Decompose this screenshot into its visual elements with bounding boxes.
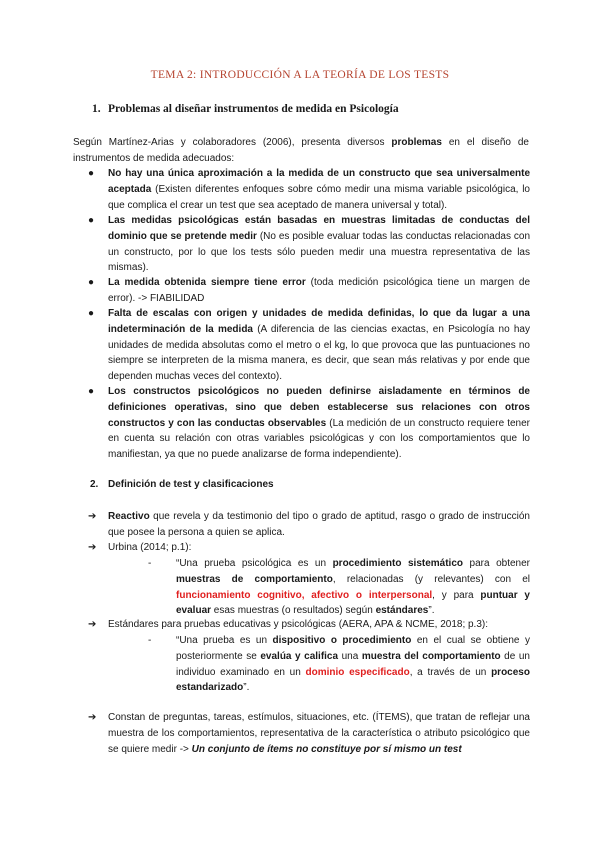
quote-text: en el cual se obtiene y posteriormente se xyxy=(176,635,530,662)
arrow-item-constan xyxy=(90,710,530,757)
arrow-icon: ➔ xyxy=(88,542,97,553)
bullet-dot-icon: ● xyxy=(88,308,95,319)
quote-text: de un individuo examinado en un xyxy=(176,650,530,678)
section-1-title: Problemas al diseñar instrumentos de medida en Psicología xyxy=(108,103,399,115)
quote-highlight-red: dominio especificado xyxy=(305,666,410,678)
bullet-bold-text: La medida obtenida siempre tiene error xyxy=(108,277,306,288)
quote-bold: dispositivo o procedimiento xyxy=(272,635,412,646)
quote-text: ”. xyxy=(428,605,435,617)
bullet-dot-icon: ● xyxy=(88,386,95,397)
intro-text-a: Según Martínez-Arias y colaboradores (2006), presenta diversos xyxy=(73,137,392,148)
intro-text-bold: problemas xyxy=(391,137,442,148)
quote-text: “Una prueba es un xyxy=(176,635,273,646)
estandares-label: Estándares para pruebas educativas y psicológicas (AERA, APA & NCME, 2018; p.3): xyxy=(108,619,489,630)
bullet-dot-icon: ● xyxy=(88,277,95,288)
arrow-icon: ➔ xyxy=(88,619,97,630)
quote-text: una xyxy=(338,650,362,662)
bullet-bold-text: Las medidas psicológicas están basadas en muestras limitadas de conductas del dominio que se pretende medir xyxy=(108,215,530,242)
bullet-rest-text: (No es posible evaluar todas las conductas relacionadas con un constructo, por lo que los tests sólo pueden medir una muestra representativa de las mismas). xyxy=(108,230,531,274)
quote-text: “Una prueba psicológica es un xyxy=(176,558,333,569)
quote-bold: muestras de comportamiento xyxy=(176,573,333,585)
quote-text: esas muestras (o resultados) según xyxy=(211,605,376,617)
section-2-heading xyxy=(90,479,274,490)
quote-text: para obtener xyxy=(463,558,530,569)
intro-paragraph xyxy=(73,135,529,167)
quote-bold: estándares xyxy=(375,605,429,617)
quote-bold: puntuar y evaluar xyxy=(176,589,530,617)
quote-bold: procedimiento sistemático xyxy=(332,558,464,569)
section-2-number: 2. xyxy=(90,479,99,490)
bullet-rest-text: (La medición de un constructo requiere tener en cuenta su relación con otras variables psicológicas y con los comportamientos que lo manifiestan, ya que no puede analizarse de forma independiente). xyxy=(108,417,530,461)
dash-icon: - xyxy=(148,635,152,646)
reactivo-rest-text: que revela y da testimonio del tipo o grado de aptitud, rasgo o grado de instrucción que posee la persona a quien se aplica. xyxy=(108,511,530,538)
bullet-rest-text: (A diferencia de las ciencias exactas, en Psicología no hay unidades de medida absolutas como el metro o el kg, lo que provoca que las puntuaciones no siempre se interpreten de la misma manera, es decir, que sean más relativas y por ende que dependen muchas veces del contexto). xyxy=(108,323,530,383)
quote-bold: evalúa y califica xyxy=(260,650,339,662)
bullet-rest-text: (toda medición psicológica tiene un margen de error). -> FIABILIDAD xyxy=(108,277,531,304)
page-title: TEMA 2: INTRODUCCIÓN A LA TEORÍA DE LOS TESTS xyxy=(150,69,450,81)
arrow-icon: ➔ xyxy=(88,511,97,522)
bullet-bold-text: Los constructos psicológicos no pueden definirse aisladamente en términos de definiciones operativas, sino que deben establecerse sus relaciones con otros constructos y con las conductas observables xyxy=(108,386,530,429)
bullet-rest-text: (Existen diferentes enfoques sobre cómo medir una misma variable psicológica, lo que complica el crear un test que sea aceptado de manera universal y total). xyxy=(108,183,530,211)
quote-bold: proceso estandarizado xyxy=(176,666,530,694)
quote-highlight-red: funcionamiento cognitivo, afectivo o interpersonal xyxy=(176,589,433,601)
bullet-item xyxy=(90,213,530,276)
section-2-title: Definición de test y clasificaciones xyxy=(108,479,274,490)
arrow-item-reactivo xyxy=(90,509,530,541)
quote-text: , a través de un xyxy=(409,666,492,678)
quote-text: ”. xyxy=(243,682,250,694)
arrow-icon: ➔ xyxy=(88,712,97,723)
quote-text: , y para xyxy=(432,589,481,601)
section-1-heading xyxy=(92,103,399,115)
quote-bold: muestra del comportamiento xyxy=(361,650,501,662)
bullet-dot-icon: ● xyxy=(88,215,95,226)
quote-text: , relacionadas (y relevantes) con el xyxy=(332,573,530,585)
bullet-item xyxy=(90,384,530,463)
bullet-bold-text: No hay una única aproximación a la medida de un constructo que sea universalmente aceptada xyxy=(108,168,530,195)
arrow-item-urbina xyxy=(90,540,530,556)
constan-text: Constan de preguntas, tareas, estímulos, situaciones, etc. (ÍTEMS), que tratan de reflejar una muestra de los comportamientos, representativa de la característica o atributo psicológico que se quiere medir -> xyxy=(108,712,530,755)
dash-icon: - xyxy=(148,558,152,569)
bullet-item xyxy=(90,306,530,385)
reactivo-bold-text: Reactivo xyxy=(108,511,150,522)
arrow-item-estandares xyxy=(90,617,530,633)
bullet-bold-text: Falta de escalas con origen y unidades de medida definidas, lo que da lugar a una indeterminación de la medida xyxy=(108,308,530,335)
urbina-label: Urbina (2014; p.1): xyxy=(108,542,192,553)
bullet-dot-icon: ● xyxy=(88,168,95,179)
urbina-quote xyxy=(148,556,530,619)
estandares-quote xyxy=(148,633,530,696)
bullet-item xyxy=(90,166,530,213)
bullet-item xyxy=(90,275,530,307)
constan-bold-italic: Un conjunto de ítems no constituye por sí mismo un test xyxy=(191,743,462,755)
section-1-number: 1. xyxy=(92,103,101,115)
intro-text-c: en el diseño de instrumentos de medida adecuados: xyxy=(73,137,529,164)
